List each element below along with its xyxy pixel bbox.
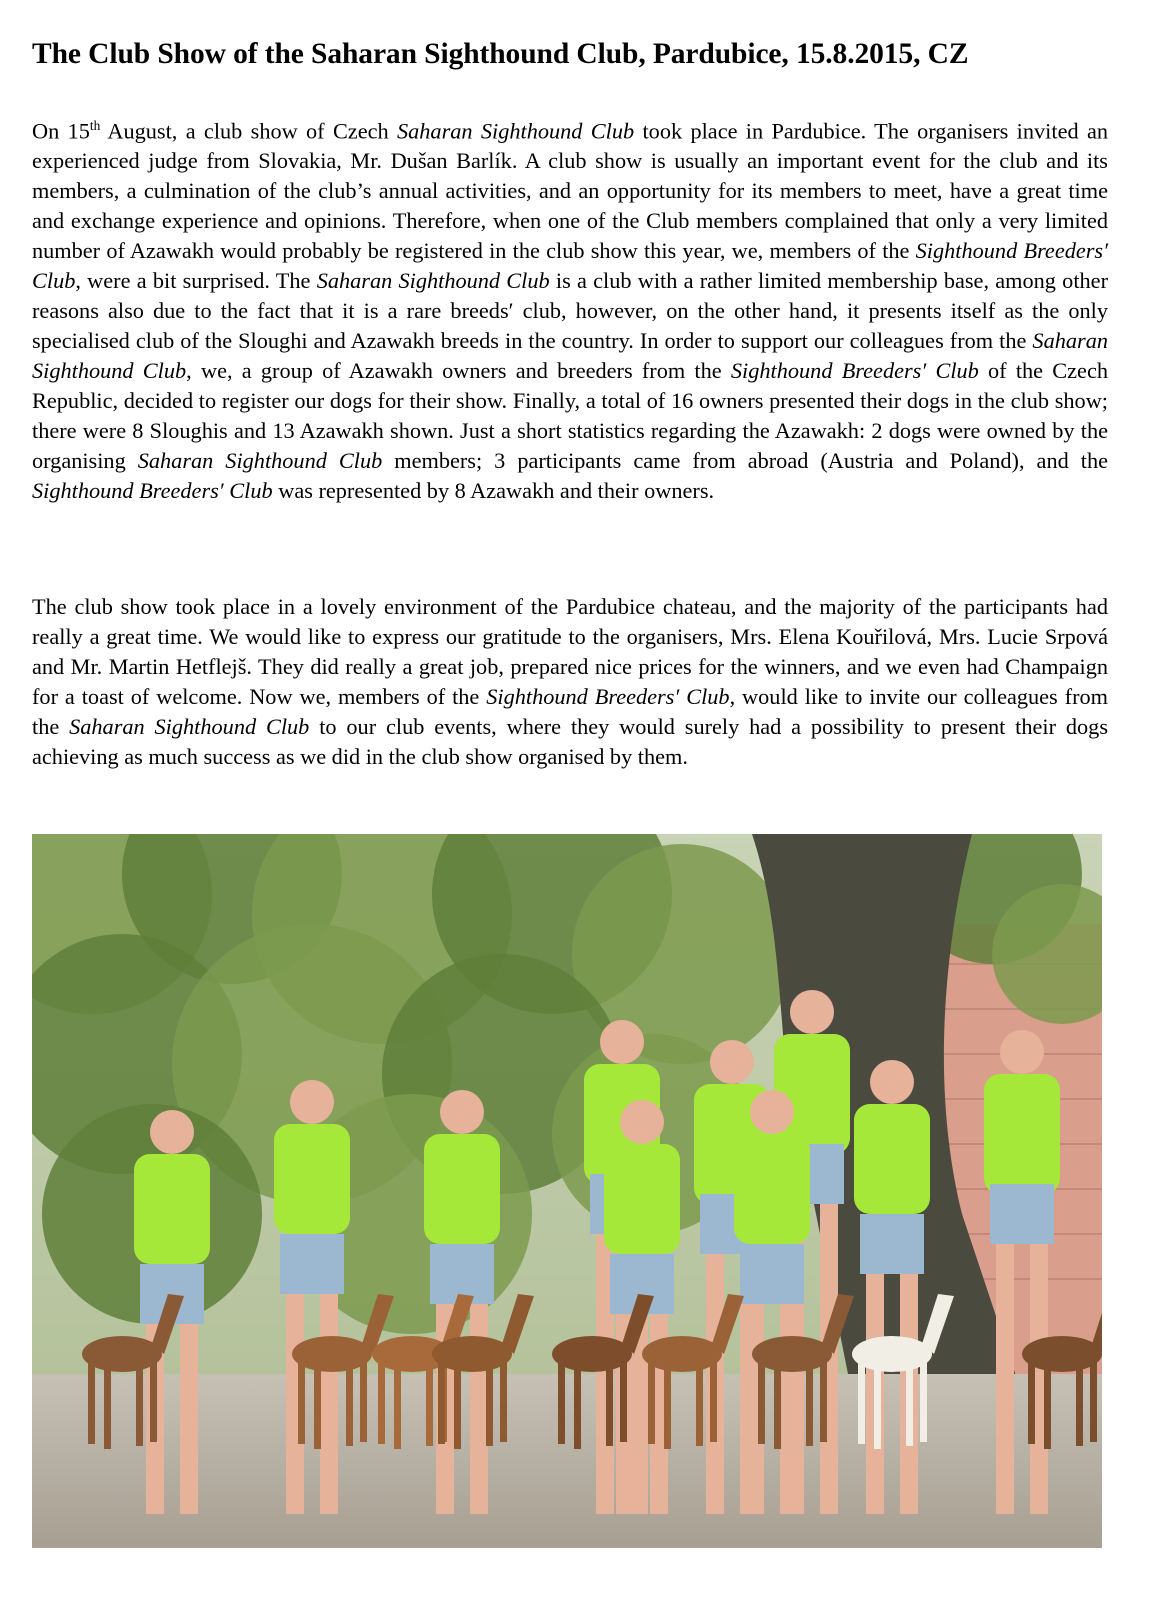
group-photo-illustration xyxy=(32,834,1102,1548)
article-paragraph-1 xyxy=(32,111,1108,506)
text-run: of the Czech Republic, decided to register our dogs for their show. Finally, a total of 16 owners presented their dogs in the club show; there were 8 Sloughis and 13 Azawakh shown. Just a short statistics regarding the Azawakh: 2 dogs were owned by the organising xyxy=(32,358,1108,474)
text-run: took place in Pardubice. The organisers invited an experienced judge from Slovakia, Mr. Dušan Barlík. A club show is usually an important event for the club and its members, a culmination of the club’s annual activities, and an opportunity for its members to meet, have a great time and exchange experience and opinions. Therefore, when one of the Club members complained that only a very limited number of Azawakh would probably be registered in the club show this year, we, members of the xyxy=(32,118,1108,264)
text-run: was represented by 8 Azawakh and their owners. xyxy=(272,478,715,504)
text-run: On 15 xyxy=(32,118,90,144)
text-run: is a club with a rather limited membership base, among other reasons also due to the fact that it is a rare breeds′ club, however, on the other hand, it presents itself as the only specialised club of the Sloughi and Azawakh breeds in the country. In order to support our colleagues from the xyxy=(32,268,1108,354)
italic-club-name: Saharan Sighthound Club xyxy=(396,118,635,144)
italic-club-name: Sighthound Breeders′ Club xyxy=(486,684,730,709)
text-run: , would like to invite our colleagues from the xyxy=(32,684,1108,739)
text-run: The club show took place in a lovely environment of the Pardubice chateau, and the majority of the participants had really a great time. We would like to express our gratitude to the organisers, Mrs. Elena Kouřilová, Mrs. Lucie Srpová and Mr. Martin Hetflejš. They did really a great job, prepared nice prices for the winners, and we even had Champaign for a toast of welcome. Now we, members of the xyxy=(32,594,1108,709)
italic-club-name: Sighthound Breeders′ Club xyxy=(730,358,979,384)
group-photo xyxy=(32,834,1102,1548)
italic-club-name: Saharan Sighthound Club xyxy=(69,714,310,739)
italic-club-name: Saharan Sighthound Club xyxy=(32,328,1108,384)
text-run: , were a bit surprised. The xyxy=(75,268,317,294)
text-run: members; 3 participants came from abroad (Austria and Poland), and the xyxy=(382,448,1108,474)
italic-club-name: Saharan Sighthound Club xyxy=(137,448,383,474)
ordinal-suffix: th xyxy=(89,118,101,133)
italic-club-name: Saharan Sighthound Club xyxy=(316,268,550,294)
text-run: August, a club show of Czech xyxy=(100,118,397,144)
text-run: to our club events, where they would surely had a possibility to present their dogs achieving as much success as we did in the club show organised by them. xyxy=(32,714,1108,769)
page-title: The Club Show of the Saharan Sighthound Club, Pardubice, 15.8.2015, CZ xyxy=(32,38,969,70)
italic-club-name: Sighthound Breeders′ Club xyxy=(32,238,1108,294)
text-run: , we, a group of Azawakh owners and breeders from the xyxy=(186,358,731,384)
italic-club-name: Sighthound Breeders′ Club xyxy=(32,478,273,504)
article-paragraph-2 xyxy=(32,592,1108,772)
